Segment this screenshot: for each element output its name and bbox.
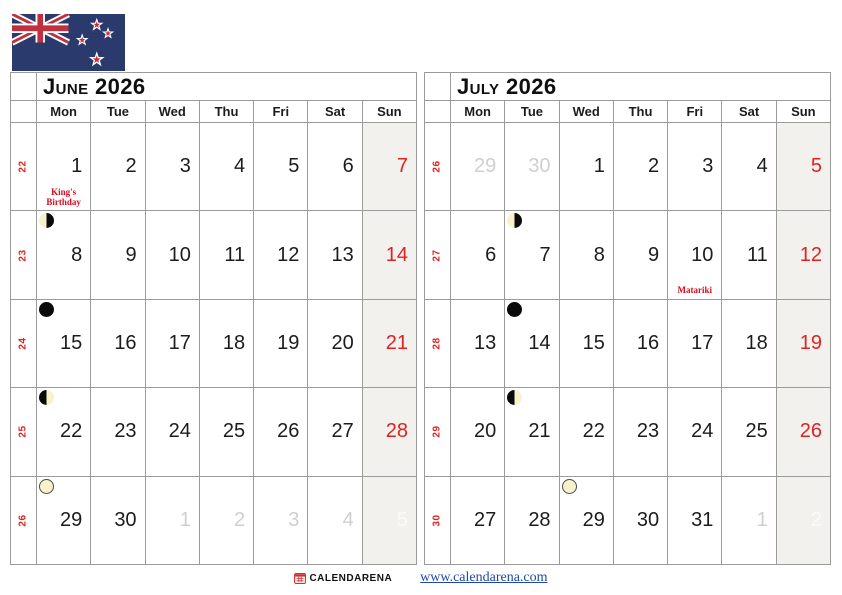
- day-cell: [307, 477, 361, 564]
- day-cell: [253, 388, 307, 475]
- weekday-header-sun: Sun: [776, 101, 830, 122]
- day-number: 21: [385, 332, 408, 355]
- day-cell: [776, 211, 830, 298]
- month-title-row: [11, 73, 416, 101]
- day-cell: [613, 388, 667, 475]
- day-cell: [362, 477, 416, 564]
- day-cell: [776, 477, 830, 564]
- day-number: 6: [485, 243, 497, 266]
- day-number: 1: [179, 508, 191, 531]
- month-title: June 2026: [36, 73, 416, 100]
- day-cell: [36, 477, 90, 564]
- day-number: 23: [636, 420, 660, 443]
- week-number-cell: [425, 211, 450, 298]
- day-cell: [307, 388, 361, 475]
- weekday-header-row: [11, 101, 416, 123]
- day-number: 28: [528, 508, 551, 531]
- day-number: 19: [277, 332, 300, 355]
- week-number: 30: [432, 514, 443, 527]
- day-cell: [307, 300, 361, 387]
- holiday-label: King's Birthday: [46, 186, 81, 208]
- day-number: 27: [331, 420, 354, 443]
- week-number-cell: [11, 123, 36, 210]
- day-cell: [253, 211, 307, 298]
- weekday-header-wed: Wed: [559, 101, 613, 122]
- new-moon-icon: [507, 302, 522, 317]
- day-cell: [667, 211, 721, 298]
- day-cell: [253, 123, 307, 210]
- week-number-cell: [425, 388, 450, 475]
- week-number: 25: [18, 425, 29, 438]
- weekday-header-tue: Tue: [90, 101, 144, 122]
- week-row: [11, 388, 416, 476]
- day-number: 24: [691, 420, 714, 443]
- week-row: [11, 300, 416, 388]
- day-cell: [90, 211, 144, 298]
- day-cell: [307, 123, 361, 210]
- last-quarter-moon-icon: [507, 213, 522, 228]
- day-cell: [559, 211, 613, 298]
- day-cell: [90, 300, 144, 387]
- weekday-header-sat: Sat: [307, 101, 361, 122]
- day-cell: [613, 477, 667, 564]
- day-cell: [504, 388, 558, 475]
- day-number: 7: [539, 243, 551, 266]
- day-cell: [199, 477, 253, 564]
- day-number: 30: [636, 508, 660, 531]
- day-number: 15: [582, 332, 605, 355]
- day-number: 2: [125, 155, 137, 178]
- day-number: 14: [528, 332, 551, 355]
- day-number: 3: [179, 155, 191, 178]
- day-cell: [36, 211, 90, 298]
- day-number: 11: [224, 243, 246, 266]
- day-cell: [145, 388, 199, 475]
- weekday-header-mon: Mon: [36, 101, 90, 122]
- day-cell: [559, 388, 613, 475]
- day-number: 2: [810, 508, 822, 531]
- day-cell: [667, 300, 721, 387]
- day-number: 22: [60, 420, 83, 443]
- day-number: 1: [71, 155, 83, 178]
- day-number: 4: [234, 155, 246, 178]
- day-cell: [450, 211, 504, 298]
- weekday-header-thu: Thu: [199, 101, 253, 122]
- day-cell: [253, 300, 307, 387]
- week-number-cell: [11, 388, 36, 475]
- day-cell: [721, 477, 775, 564]
- day-cell: [559, 123, 613, 210]
- day-cell: [613, 123, 667, 210]
- day-number: 26: [799, 420, 822, 443]
- weekday-header-row: [425, 101, 830, 123]
- day-cell: [667, 123, 721, 210]
- day-cell: [450, 300, 504, 387]
- day-number: 3: [702, 155, 714, 178]
- day-cell: [199, 388, 253, 475]
- week-row: [11, 211, 416, 299]
- day-number: 14: [385, 243, 408, 266]
- week-number: 24: [18, 337, 29, 350]
- day-number: 25: [222, 420, 246, 443]
- day-number: 29: [60, 508, 83, 531]
- day-cell: [36, 123, 90, 210]
- first-quarter-moon-icon: [39, 390, 54, 405]
- day-number: 9: [125, 243, 137, 266]
- day-cell: [721, 211, 775, 298]
- day-number: 30: [114, 508, 137, 531]
- day-number: 11: [746, 243, 768, 266]
- day-number: 29: [474, 155, 497, 178]
- day-number: 4: [756, 155, 768, 178]
- day-number: 19: [799, 332, 822, 355]
- day-cell: [450, 123, 504, 210]
- new-zealand-flag-icon: [12, 14, 125, 71]
- month-title-row: [425, 73, 830, 101]
- weekday-header-fri: Fri: [253, 101, 307, 122]
- day-number: 10: [691, 243, 714, 266]
- day-cell: [450, 477, 504, 564]
- day-number: 22: [582, 420, 605, 443]
- day-number: 2: [234, 508, 246, 531]
- full-moon-icon: [39, 479, 54, 494]
- day-cell: [307, 211, 361, 298]
- day-number: 1: [593, 155, 605, 178]
- day-cell: [504, 477, 558, 564]
- day-cell: [362, 123, 416, 210]
- weekday-header-tue: Tue: [504, 101, 558, 122]
- month-title: July 2026: [450, 73, 830, 100]
- day-number: 31: [691, 508, 714, 531]
- day-cell: [90, 123, 144, 210]
- day-number: 29: [582, 508, 605, 531]
- day-number: 4: [342, 508, 354, 531]
- day-number: 18: [222, 332, 246, 355]
- day-number: 12: [799, 243, 822, 266]
- day-cell: [362, 388, 416, 475]
- week-number: 29: [432, 425, 443, 438]
- day-cell: [145, 477, 199, 564]
- day-number: 23: [114, 420, 137, 443]
- day-number: 2: [648, 155, 660, 178]
- day-number: 20: [474, 420, 497, 443]
- week-column-header: [425, 101, 450, 122]
- day-cell: [667, 388, 721, 475]
- week-column-stub: [425, 73, 450, 100]
- full-moon-icon: [562, 479, 577, 494]
- day-cell: [721, 388, 775, 475]
- day-number: 26: [277, 420, 300, 443]
- week-number: 27: [432, 249, 443, 262]
- week-column-header: [11, 101, 36, 122]
- weekday-header-sat: Sat: [721, 101, 775, 122]
- day-cell: [253, 477, 307, 564]
- holiday-label: Matariki: [677, 285, 713, 296]
- day-cell: [721, 300, 775, 387]
- site-link[interactable]: www.calendarena.com: [420, 570, 548, 585]
- week-number: 23: [18, 249, 29, 262]
- month-panel-july: [424, 72, 831, 565]
- day-number: 5: [810, 155, 822, 178]
- day-number: 5: [396, 508, 408, 531]
- day-number: 20: [331, 332, 354, 355]
- week-number-cell: [11, 300, 36, 387]
- day-number: 5: [288, 155, 300, 178]
- calendar-icon: [294, 572, 306, 584]
- day-cell: [504, 300, 558, 387]
- week-number: 22: [18, 160, 29, 173]
- day-cell: [36, 300, 90, 387]
- day-number: 28: [385, 420, 408, 443]
- day-cell: [362, 300, 416, 387]
- day-cell: [559, 477, 613, 564]
- day-cell: [667, 477, 721, 564]
- day-cell: [776, 123, 830, 210]
- day-number: 1: [756, 508, 768, 531]
- day-cell: [504, 211, 558, 298]
- day-cell: [613, 300, 667, 387]
- weekday-header-fri: Fri: [667, 101, 721, 122]
- day-number: 24: [168, 420, 191, 443]
- week-number-cell: [11, 477, 36, 564]
- day-cell: [504, 123, 558, 210]
- day-cell: [559, 300, 613, 387]
- week-number: 26: [18, 514, 29, 527]
- day-number: 12: [277, 243, 300, 266]
- first-quarter-moon-icon: [507, 390, 522, 405]
- week-row: [11, 477, 416, 564]
- day-cell: [145, 123, 199, 210]
- week-number: 28: [432, 337, 443, 350]
- day-number: 25: [745, 420, 768, 443]
- footer: [0, 567, 842, 589]
- day-cell: [199, 211, 253, 298]
- weekday-header-thu: Thu: [613, 101, 667, 122]
- day-cell: [145, 211, 199, 298]
- week-row: [425, 123, 830, 211]
- day-cell: [362, 211, 416, 298]
- day-number: 8: [71, 243, 83, 266]
- day-cell: [90, 388, 144, 475]
- day-cell: [90, 477, 144, 564]
- day-cell: [450, 388, 504, 475]
- brand-logo: [294, 572, 392, 584]
- day-number: 21: [528, 420, 551, 443]
- weekday-header-sun: Sun: [362, 101, 416, 122]
- weekday-header-wed: Wed: [145, 101, 199, 122]
- week-number-cell: [11, 211, 36, 298]
- day-number: 17: [168, 332, 191, 355]
- last-quarter-moon-icon: [39, 213, 54, 228]
- week-row: [425, 211, 830, 299]
- day-cell: [776, 300, 830, 387]
- day-number: 17: [691, 332, 714, 355]
- day-number: 7: [396, 155, 408, 178]
- day-cell: [721, 123, 775, 210]
- day-number: 27: [474, 508, 497, 531]
- day-cell: [776, 388, 830, 475]
- day-number: 9: [648, 243, 660, 266]
- day-cell: [613, 211, 667, 298]
- day-number: 3: [288, 508, 300, 531]
- brand-name: CALENDARENA: [309, 572, 393, 584]
- week-number: 26: [432, 160, 443, 173]
- day-number: 18: [745, 332, 768, 355]
- day-number: 8: [593, 243, 605, 266]
- week-row: [425, 388, 830, 476]
- day-number: 13: [331, 243, 354, 266]
- week-number-cell: [425, 300, 450, 387]
- new-moon-icon: [39, 302, 54, 317]
- day-number: 16: [114, 332, 137, 355]
- week-column-stub: [11, 73, 36, 100]
- month-panel-june: [10, 72, 417, 565]
- week-number-cell: [425, 477, 450, 564]
- week-row: [425, 477, 830, 564]
- day-number: 6: [342, 155, 354, 178]
- day-cell: [199, 300, 253, 387]
- weekday-header-mon: Mon: [450, 101, 504, 122]
- day-number: 30: [528, 155, 551, 178]
- day-number: 15: [60, 332, 83, 355]
- day-cell: [199, 123, 253, 210]
- day-cell: [145, 300, 199, 387]
- day-cell: [36, 388, 90, 475]
- day-number: 10: [168, 243, 191, 266]
- week-row: [425, 300, 830, 388]
- week-row: [11, 123, 416, 211]
- day-number: 16: [636, 332, 660, 355]
- week-number-cell: [425, 123, 450, 210]
- day-number: 13: [474, 332, 497, 355]
